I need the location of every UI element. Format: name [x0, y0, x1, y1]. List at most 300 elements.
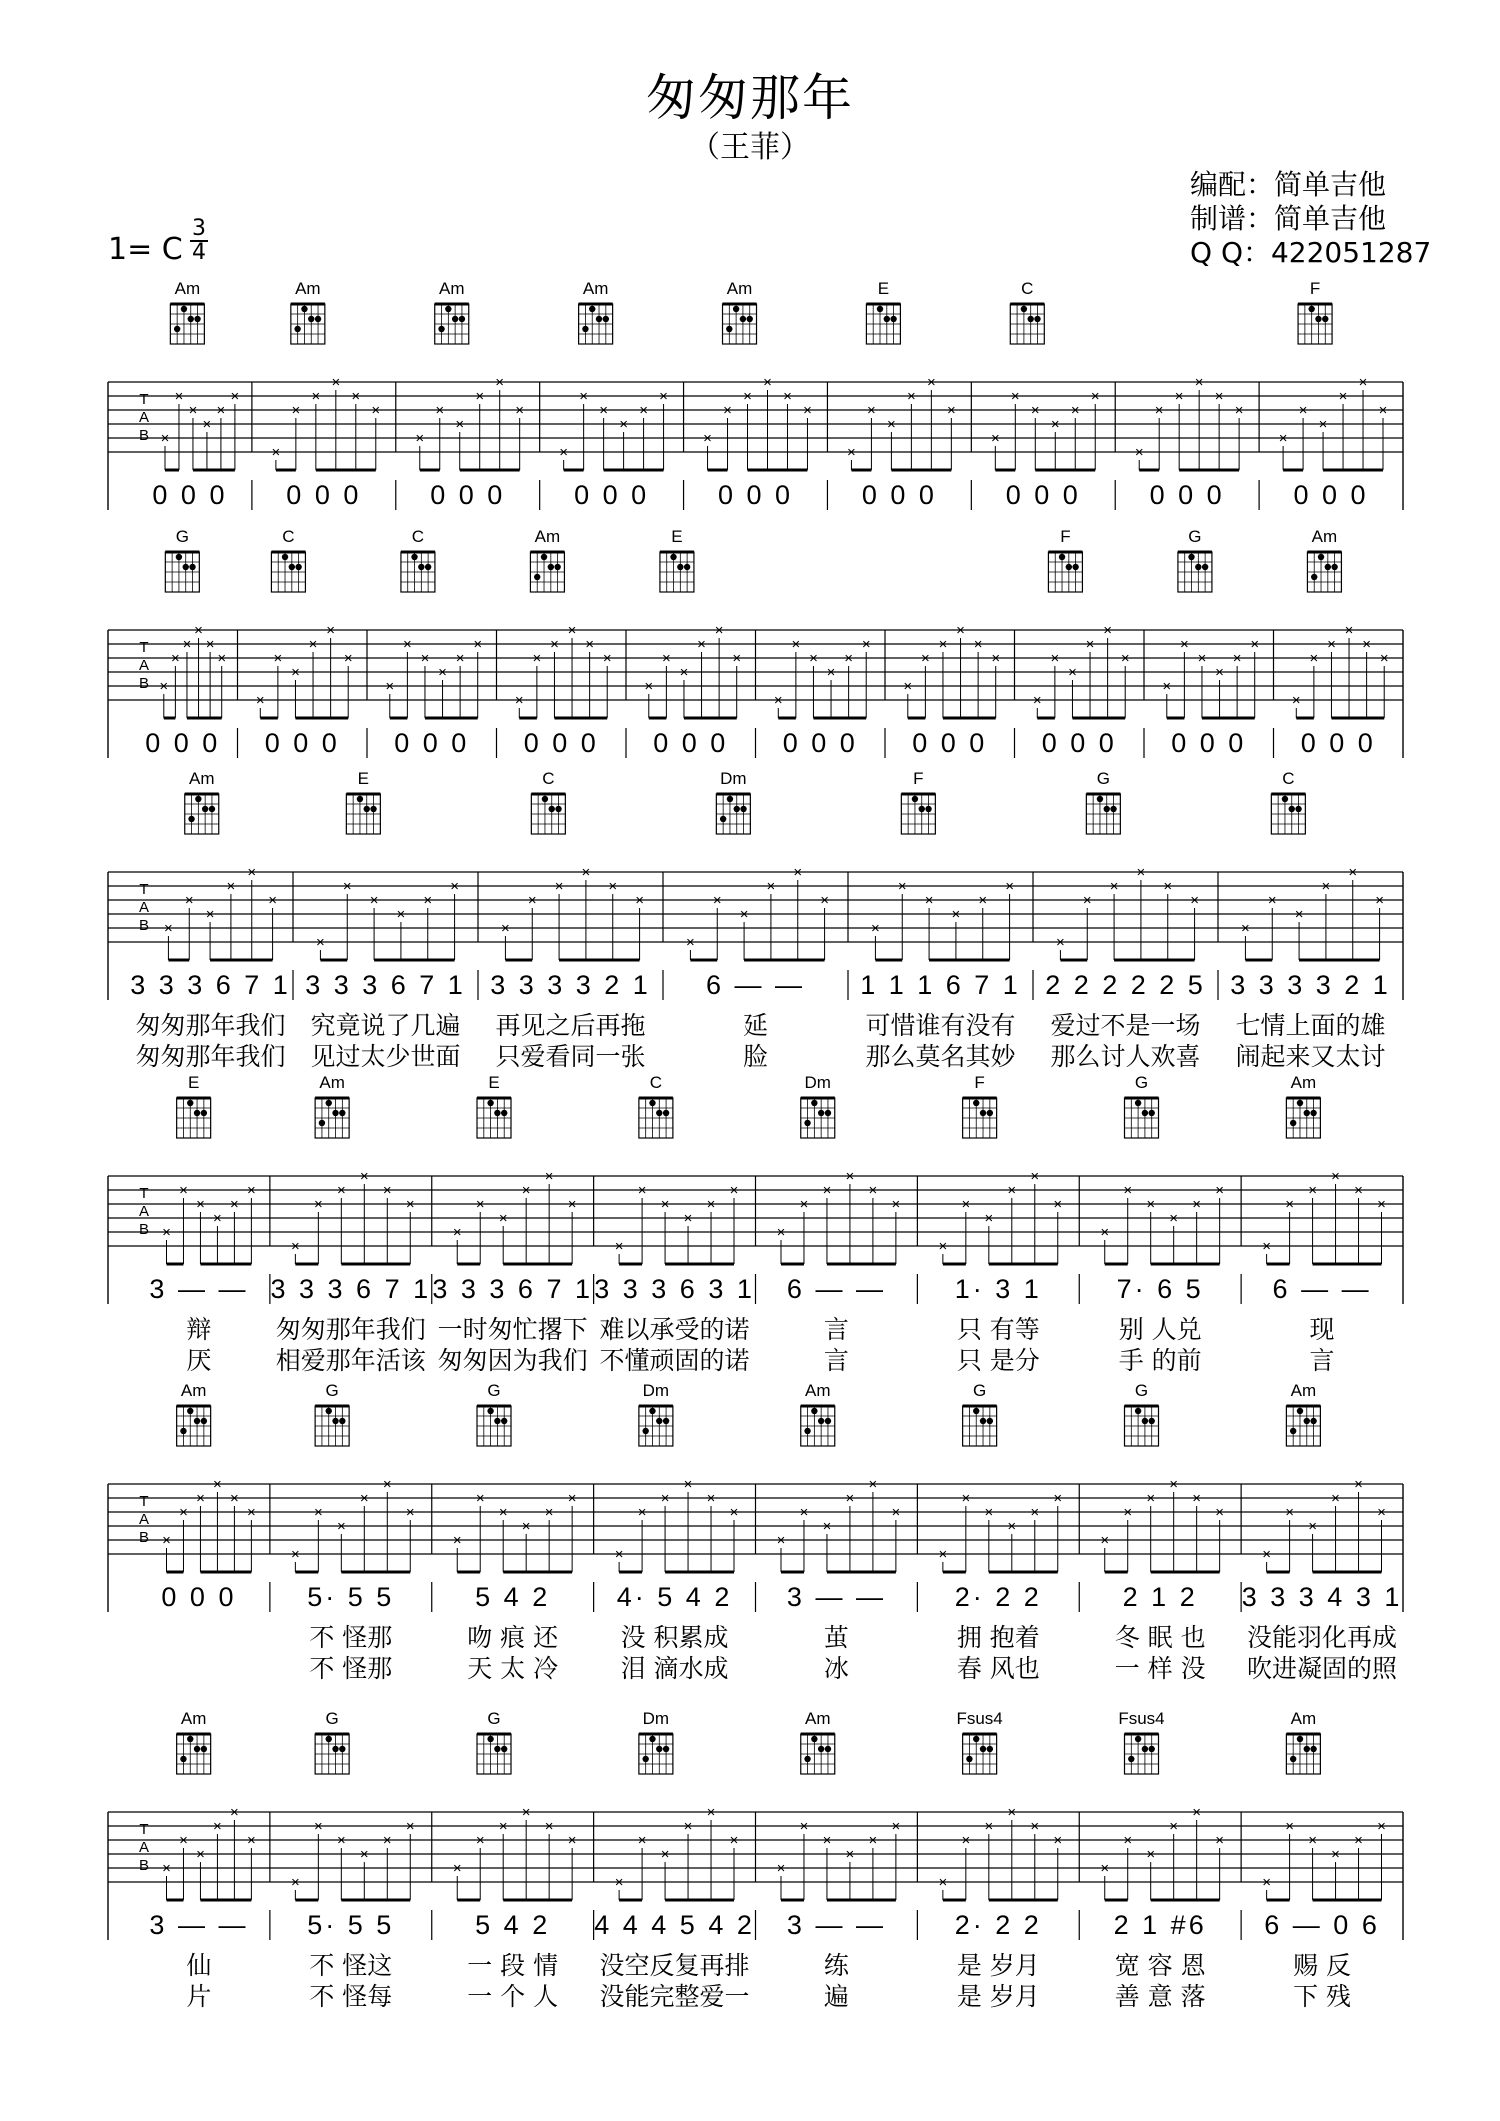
tab-note-mark: ×: [1250, 636, 1260, 653]
tab-note-mark: ×: [984, 1818, 994, 1835]
jianpu-notation: 0 0 0: [1293, 480, 1369, 510]
jianpu-notation: 6 — —: [786, 1274, 886, 1304]
chord-finger-dot: [1282, 796, 1288, 802]
jianpu-notation: 2· 2 2: [954, 1910, 1042, 1940]
chord-name: G: [175, 527, 189, 546]
tab-note-mark: ×: [845, 1168, 855, 1185]
tab-note-mark: ×: [868, 1832, 878, 1849]
tab-note-mark: ×: [359, 1168, 369, 1185]
chord-finger-dot: [589, 306, 595, 312]
chord-finger-dot: [187, 1736, 193, 1742]
chord-finger-dot: [1308, 306, 1314, 312]
jianpu-notation: 3 3 3 6 7 1: [270, 1274, 432, 1304]
tab-note-mark: ×: [415, 430, 425, 447]
tab-note-mark: ×: [614, 1238, 624, 1255]
tab-note-mark: ×: [196, 1196, 205, 1213]
tab-note-mark: ×: [567, 622, 577, 639]
chord-finger-dot: [642, 1428, 648, 1434]
chord-name: E: [187, 1073, 200, 1092]
tab-note-mark: ×: [868, 1182, 878, 1199]
tab-note-mark: ×: [614, 1874, 624, 1891]
tab-clef-letter: A: [138, 657, 150, 674]
tab-note-mark: ×: [822, 1518, 832, 1535]
chord-name: G: [1134, 1381, 1149, 1400]
tab-note-mark: ×: [1010, 388, 1020, 405]
chord-name: Dm: [720, 769, 747, 788]
chord-name: Am: [805, 1381, 831, 1400]
chord-finger-dot: [649, 1100, 655, 1106]
chord-name: E: [357, 769, 370, 788]
tab-note-mark: ×: [371, 402, 381, 419]
tab-note-mark: ×: [405, 1504, 415, 1521]
tab-note-mark: ×: [230, 1196, 239, 1213]
chord-finger-dot: [877, 306, 883, 312]
chord-name: C: [1282, 769, 1295, 788]
chord-finger-dot: [684, 564, 690, 570]
tab-note-mark: ×: [1262, 1874, 1271, 1891]
chord-finger-dot: [308, 316, 314, 322]
tab-note-mark: ×: [213, 1818, 222, 1835]
chord-name: Fsus4: [956, 1709, 1003, 1728]
jianpu-notation: 3 — —: [786, 1910, 886, 1940]
chord-finger-dot: [740, 316, 746, 322]
jianpu-notation: 3 3 3 3 2 1: [1230, 970, 1391, 1000]
tab-note-mark: ×: [990, 430, 1000, 447]
tab-note-mark: ×: [732, 650, 742, 667]
transcriber-credit: 制谱：简单吉他: [1190, 202, 1387, 235]
tab-note-mark: ×: [521, 1518, 531, 1535]
chord-finger-dot: [1149, 1418, 1155, 1424]
jianpu-notation: 2· 2 2: [954, 1582, 1042, 1612]
chord-finger-dot: [445, 306, 451, 312]
tab-note-mark: ×: [1348, 864, 1358, 881]
lyric-line-1: 赐 反: [1293, 1951, 1352, 1980]
chord-finger-dot: [201, 1746, 207, 1752]
tab-note-mark: ×: [1030, 1504, 1040, 1521]
tab-note-mark: ×: [1358, 374, 1368, 391]
tab-note-mark: ×: [162, 1860, 171, 1877]
chord-finger-dot: [494, 1110, 500, 1116]
tab-note-mark: ×: [847, 444, 856, 461]
tab-note-mark: ×: [961, 1490, 971, 1507]
lyric-line-2: 言: [1309, 1346, 1335, 1375]
lyric-line-2: 泪 滴水成: [620, 1654, 729, 1683]
chord-finger-dot: [677, 564, 683, 570]
chord-name: Am: [1290, 1709, 1317, 1728]
jianpu-notation: 5 4 2: [475, 1910, 551, 1940]
tab-note-mark: ×: [729, 1182, 739, 1199]
chord-finger-dot: [549, 806, 555, 812]
tab-note-mark: ×: [1354, 1182, 1363, 1199]
chord-finger-dot: [370, 806, 376, 812]
tab-note-mark: ×: [473, 636, 483, 653]
tab-note-mark: ×: [639, 402, 648, 419]
chord-finger-dot: [973, 1100, 979, 1106]
tab-note-mark: ×: [1354, 1832, 1363, 1849]
chord-finger-dot: [1310, 1418, 1316, 1424]
tab-note-mark: ×: [1377, 1818, 1386, 1835]
tab-note-mark: ×: [706, 1196, 716, 1213]
tab-note-mark: ×: [1375, 892, 1384, 909]
chord-finger-dot: [174, 326, 180, 332]
tab-note-mark: ×: [1298, 402, 1308, 419]
chord-name: Am: [805, 1709, 831, 1728]
tab-note-mark: ×: [1136, 864, 1146, 881]
tab-note-mark: ×: [1100, 1224, 1110, 1241]
tab-note-mark: ×: [1007, 1804, 1017, 1821]
time-signature-top: 3: [192, 216, 206, 241]
chord-finger-dot: [188, 316, 194, 322]
tab-note-mark: ×: [1146, 1846, 1156, 1863]
chord-finger-dot: [555, 806, 561, 812]
chord-finger-dot: [1135, 1408, 1141, 1414]
tab-note-mark: ×: [1169, 1210, 1179, 1227]
tab-note-mark: ×: [420, 650, 430, 667]
tab-note-mark: ×: [247, 1182, 256, 1199]
lyric-line-2: 遍: [823, 1982, 849, 2011]
tab-clef-letter: T: [139, 1821, 149, 1838]
chord-finger-dot: [973, 1408, 979, 1414]
chord-finger-dot: [1297, 1736, 1303, 1742]
jianpu-notation: 0 0 0: [861, 480, 937, 510]
tab-note-mark: ×: [514, 692, 524, 709]
lyric-line-2: 春 风也: [956, 1654, 1040, 1683]
tab-note-mark: ×: [956, 622, 965, 639]
tab-note-mark: ×: [382, 1832, 392, 1849]
tab-note-mark: ×: [659, 388, 668, 405]
tab-note-mark: ×: [291, 402, 301, 419]
jianpu-notation: 0 0 0: [523, 728, 599, 758]
tab-note-mark: ×: [887, 416, 896, 433]
jianpu-notation: 0 0 0: [574, 480, 650, 510]
tab-note-mark: ×: [845, 1846, 855, 1863]
tab-note-mark: ×: [1232, 650, 1242, 667]
chord-finger-dot: [332, 1746, 338, 1752]
tab-note-mark: ×: [1053, 1196, 1063, 1213]
tab-note-mark: ×: [1294, 906, 1304, 923]
lyric-line-2: 手 的前: [1118, 1346, 1202, 1375]
tab-note-mark: ×: [1030, 1168, 1040, 1185]
chord-finger-dot: [734, 806, 740, 812]
chord-finger-dot: [1135, 1100, 1141, 1106]
chord-finger-dot: [980, 1418, 986, 1424]
tab-note-mark: ×: [544, 1818, 554, 1835]
tab-note-mark: ×: [793, 864, 803, 881]
chord-finger-dot: [966, 1756, 972, 1762]
chord-finger-dot: [825, 1418, 831, 1424]
jianpu-notation: 0 0 0: [717, 480, 794, 510]
jianpu-notation: 1· 3 1: [954, 1274, 1042, 1304]
lyric-line-2: 只 是分: [956, 1346, 1040, 1375]
tab-note-mark: ×: [1163, 878, 1173, 895]
tab-note-mark: ×: [1050, 416, 1060, 433]
tab-note-mark: ×: [1169, 1476, 1179, 1493]
chord-finger-dot: [825, 1746, 831, 1752]
tab-note-mark: ×: [1068, 664, 1077, 681]
lyric-line-1: 究竟说了几遍: [310, 1011, 461, 1040]
tab-note-mark: ×: [521, 1182, 531, 1199]
tab-note-mark: ×: [1194, 374, 1204, 391]
tab-clef-letter: B: [138, 917, 150, 934]
tab-note-mark: ×: [196, 1490, 205, 1507]
tab-note-mark: ×: [550, 636, 559, 653]
tab-note-mark: ×: [336, 1182, 346, 1199]
tab-note-mark: ×: [1308, 1182, 1317, 1199]
lyric-line-2: 厌: [186, 1346, 212, 1375]
chord-finger-dot: [1304, 1110, 1310, 1116]
chord-finger-dot: [357, 796, 363, 802]
tab-note-mark: ×: [1331, 1846, 1340, 1863]
tab-note-mark: ×: [455, 416, 465, 433]
tab-note-mark: ×: [396, 906, 406, 923]
jianpu-notation: 0 0 0: [161, 1582, 237, 1612]
chord-finger-dot: [973, 1736, 979, 1742]
chord-name: F: [913, 769, 924, 788]
tab-clef-letter: A: [138, 1511, 150, 1528]
chord-finger-dot: [980, 1746, 986, 1752]
tab-clef-letter: A: [138, 1839, 150, 1856]
tab-note-mark: ×: [1005, 878, 1014, 895]
chord-finger-dot: [884, 316, 890, 322]
tab-note-mark: ×: [475, 1196, 485, 1213]
tab-note-mark: ×: [521, 1804, 531, 1821]
chord-finger-dot: [1066, 564, 1072, 570]
tab-note-mark: ×: [984, 1504, 994, 1521]
tab-note-mark: ×: [644, 678, 654, 695]
chord-finger-dot: [1290, 1756, 1296, 1762]
jianpu-notation: 1 1 1 6 7 1: [860, 970, 1021, 1000]
lyric-line-2: 言: [823, 1346, 849, 1375]
chord-finger-dot: [818, 1418, 824, 1424]
tab-note-mark: ×: [1050, 650, 1060, 667]
lyric-line-1: 没 积累成: [620, 1623, 729, 1652]
chord-finger-dot: [282, 554, 288, 560]
tab-note-mark: ×: [230, 388, 240, 405]
chord-finger-dot: [194, 316, 200, 322]
tab-clef-letter: B: [138, 675, 150, 692]
chord-finger-dot: [209, 806, 215, 812]
lyric-line-2: 闹起来又太讨: [1235, 1042, 1386, 1071]
tab-note-mark: ×: [637, 1504, 647, 1521]
tab-note-mark: ×: [544, 1168, 554, 1185]
chord-finger-dot: [326, 1100, 332, 1106]
chord-finger-dot: [1110, 806, 1116, 812]
tab-note-mark: ×: [1030, 1818, 1040, 1835]
tab-note-mark: ×: [1378, 402, 1388, 419]
chord-finger-dot: [180, 1756, 186, 1762]
chord-finger-dot: [603, 316, 609, 322]
chord-finger-dot: [987, 1746, 993, 1752]
tab-clef-letter: T: [139, 1185, 149, 1202]
lyric-line-1: 爱过不是一场: [1050, 1011, 1201, 1040]
tab-note-mark: ×: [174, 388, 184, 405]
tab-note-mark: ×: [452, 1224, 462, 1241]
chord-finger-dot: [289, 564, 295, 570]
lyric-line-1: 匆匆那年我们: [275, 1315, 426, 1344]
chord-finger-dot: [1295, 806, 1301, 812]
chord-name: G: [973, 1381, 987, 1400]
chord-finger-dot: [201, 1418, 207, 1424]
chord-finger-dot: [459, 316, 465, 322]
chord-finger-dot: [534, 574, 540, 580]
chord-finger-dot: [1135, 1736, 1141, 1742]
tab-note-mark: ×: [382, 1182, 392, 1199]
tab-note-mark: ×: [331, 374, 341, 391]
chord-finger-dot: [726, 326, 732, 332]
tab-note-mark: ×: [1100, 1860, 1110, 1877]
tab-note-mark: ×: [311, 388, 321, 405]
tab-note-mark: ×: [501, 920, 510, 937]
tab-note-mark: ×: [313, 1196, 323, 1213]
tab-note-mark: ×: [196, 1846, 205, 1863]
chord-name: Am: [180, 1709, 207, 1728]
chord-finger-dot: [294, 326, 300, 332]
chord-finger-dot: [326, 1408, 332, 1414]
tab-note-mark: ×: [532, 650, 542, 667]
tab-note-mark: ×: [438, 664, 447, 681]
tab-note-mark: ×: [585, 636, 595, 653]
tab-note-mark: ×: [405, 1196, 415, 1213]
chord-finger-dot: [727, 796, 733, 802]
tab-clef-letter: B: [138, 1857, 150, 1874]
lyric-line-1: 没能羽化再成: [1247, 1623, 1398, 1652]
tab-note-mark: ×: [179, 1182, 188, 1199]
tab-note-mark: ×: [1192, 1490, 1202, 1507]
lyric-line-2: 一 样 没: [1114, 1654, 1206, 1683]
tab-note-mark: ×: [1169, 1818, 1179, 1835]
tab-note-mark: ×: [891, 1818, 901, 1835]
tab-note-mark: ×: [1134, 444, 1144, 461]
tab-note-mark: ×: [926, 374, 936, 391]
chord-finger-dot: [194, 1110, 200, 1116]
chord-name: F: [974, 1073, 985, 1092]
jianpu-notation: 0 0 0: [782, 728, 858, 758]
chord-finger-dot: [1310, 1110, 1316, 1116]
jianpu-notation: 3 3 3 4 3 1: [1241, 1582, 1403, 1612]
tab-note-mark: ×: [202, 416, 212, 433]
tab-note-mark: ×: [308, 636, 318, 653]
chord-finger-dot: [541, 554, 547, 560]
tab-note-mark: ×: [1318, 416, 1328, 433]
tab-note-mark: ×: [567, 1490, 577, 1507]
tab-note-mark: ×: [1007, 1182, 1017, 1199]
chord-finger-dot: [649, 1736, 655, 1742]
tab-note-mark: ×: [961, 1196, 971, 1213]
tab-note-mark: ×: [213, 1210, 222, 1227]
tab-note-mark: ×: [686, 934, 695, 951]
tab-note-mark: ×: [1082, 892, 1092, 909]
tab-note-mark: ×: [1174, 388, 1184, 405]
chord-finger-dot: [201, 1110, 207, 1116]
jianpu-notation: 2 2 2 2 2 5: [1045, 970, 1206, 1000]
tab-note-mark: ×: [162, 1532, 171, 1549]
lyric-line-1: 言: [823, 1315, 849, 1344]
tab-note-mark: ×: [475, 388, 485, 405]
lyric-line-2: 那么讨人欢喜: [1050, 1042, 1201, 1071]
chord-finger-dot: [825, 1110, 831, 1116]
tab-note-mark: ×: [608, 878, 618, 895]
lyric-line-2: 匆匆那年我们: [135, 1042, 286, 1071]
chord-name: Am: [726, 279, 753, 298]
chord-finger-dot: [1149, 1746, 1155, 1752]
tab-note-mark: ×: [776, 1224, 786, 1241]
song-title: 匆匆那年: [646, 69, 854, 127]
chord-finger-dot: [1304, 1418, 1310, 1424]
chord-name: Am: [295, 279, 321, 298]
tab-note-mark: ×: [1215, 664, 1224, 681]
tab-clef-letter: T: [139, 1493, 149, 1510]
tab-note-mark: ×: [978, 892, 988, 909]
tab-note-mark: ×: [1053, 1832, 1063, 1849]
tab-note-mark: ×: [230, 1490, 239, 1507]
chord-finger-dot: [1104, 806, 1110, 812]
jianpu-notation: 3 3 3 3 2 1: [490, 970, 651, 1000]
chord-finger-dot: [720, 816, 726, 822]
chord-finger-dot: [332, 1110, 338, 1116]
jianpu-notation: 0 0 0: [653, 728, 729, 758]
tab-note-mark: ×: [1090, 388, 1100, 405]
tab-note-mark: ×: [1308, 1518, 1317, 1535]
tab-note-mark: ×: [1007, 1518, 1017, 1535]
tab-note-mark: ×: [579, 388, 589, 405]
time-signature-bottom: 4: [192, 240, 206, 265]
tab-note-mark: ×: [1179, 636, 1189, 653]
tab-clef-letter: B: [138, 427, 150, 444]
tab-note-mark: ×: [271, 444, 281, 461]
tab-note-mark: ×: [247, 1832, 256, 1849]
tab-note-mark: ×: [1085, 636, 1095, 653]
tab-note-mark: ×: [544, 1504, 554, 1521]
tab-note-mark: ×: [1327, 636, 1336, 653]
tab-note-mark: ×: [903, 678, 913, 695]
chord-finger-dot: [1097, 796, 1103, 802]
tab-note-mark: ×: [188, 402, 198, 419]
chord-finger-dot: [1322, 316, 1328, 322]
tab-note-mark: ×: [1377, 1196, 1386, 1213]
chord-finger-dot: [1072, 564, 1078, 570]
chord-finger-dot: [890, 316, 896, 322]
lyric-line-2: 相爱那年活该: [275, 1346, 426, 1375]
chord-finger-dot: [411, 554, 417, 560]
chord-name: Am: [582, 279, 609, 298]
tab-note-mark: ×: [162, 1224, 171, 1241]
tab-note-mark: ×: [1262, 1546, 1271, 1563]
tab-note-mark: ×: [217, 650, 227, 667]
tab-note-mark: ×: [1192, 1196, 1202, 1213]
tab-note-mark: ×: [1100, 1532, 1110, 1549]
chord-finger-dot: [176, 554, 182, 560]
chord-finger-dot: [987, 1418, 993, 1424]
tab-clef-letter: A: [138, 1203, 150, 1220]
jianpu-notation: 3 — —: [786, 1582, 886, 1612]
tab-note-mark: ×: [316, 934, 325, 951]
tab-note-mark: ×: [660, 1196, 670, 1213]
chord-name: G: [325, 1381, 339, 1400]
chord-finger-dot: [364, 806, 370, 812]
chord-finger-dot: [494, 1746, 500, 1752]
tab-note-mark: ×: [706, 1490, 716, 1507]
jianpu-notation: 0 0 0: [1300, 728, 1376, 758]
artist-name: （王菲）: [690, 130, 810, 165]
chord-finger-dot: [1128, 1756, 1134, 1762]
chord-finger-dot: [663, 1418, 669, 1424]
tab-note-mark: ×: [179, 1504, 188, 1521]
arranger-credit: 编配：简单吉他: [1190, 168, 1387, 201]
lyric-line-2: 不 怪那: [309, 1654, 393, 1683]
tab-note-mark: ×: [1154, 402, 1164, 419]
chord-name: C: [411, 527, 425, 546]
chord-finger-dot: [452, 316, 458, 322]
